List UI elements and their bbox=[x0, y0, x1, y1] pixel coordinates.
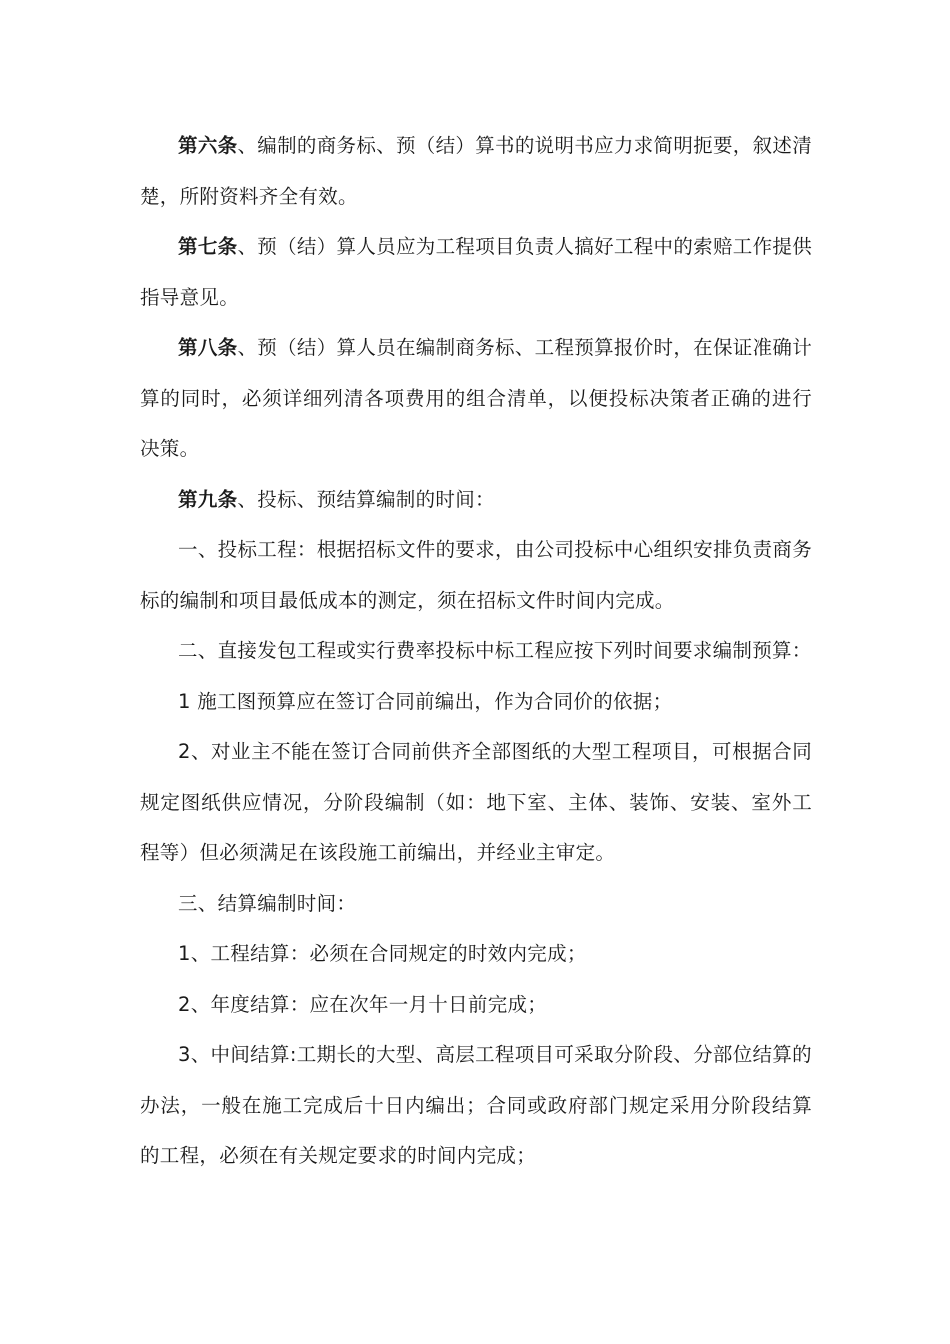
article-7-paragraph bbox=[140, 222, 812, 323]
paragraph-text: 3、中间结算:工期长的大型、高层工程项目可采取分阶段、分部位结算的办法，一般在施工完成后十日内编出；合同或政府部门规定采用分阶段结算的工程，必须在有关规定要求的时间内完成； bbox=[140, 1043, 812, 1167]
section-1-bidding bbox=[140, 525, 812, 626]
article-6-paragraph bbox=[140, 121, 812, 222]
item-3-3 bbox=[140, 1030, 812, 1182]
article-heading: 第九条 bbox=[178, 487, 238, 511]
paragraph-text: 1 施工图预算应在签订合同前编出，作为合同价的依据； bbox=[178, 689, 673, 713]
item-2-1 bbox=[140, 677, 812, 728]
paragraph-text: 、预（结）算人员在编制商务标、工程预算报价时，在保证准确计算的同时，必须详细列清各项费用的组合清单，以便投标决策者正确的进行决策。 bbox=[140, 336, 813, 460]
paragraph-text: 2、年度结算：应在次年一月十日前完成； bbox=[178, 992, 548, 1016]
item-2-2 bbox=[140, 727, 812, 879]
article-heading: 第七条 bbox=[178, 235, 238, 258]
paragraph-text: 一、投标工程：根据招标文件的要求，由公司投标中心组织安排负责商务标的编制和项目最低成本的测定，须在招标文件时间内完成。 bbox=[140, 538, 812, 612]
article-heading: 第八条 bbox=[178, 336, 238, 359]
paragraph-text: 2、对业主不能在签订合同前供齐全部图纸的大型工程项目，可根据合同规定图纸供应情况，分阶段编制（如：地下室、主体、装饰、安装、室外工程等）但必须满足在该段施工前编出，并经业主审定。 bbox=[140, 740, 812, 864]
article-9-paragraph bbox=[140, 475, 812, 526]
item-3-2 bbox=[140, 980, 812, 1031]
section-3-settlement bbox=[140, 879, 812, 930]
paragraph-text: 二、直接发包工程或实行费率投标中标工程应按下列时间要求编制预算： bbox=[178, 639, 812, 662]
section-2-budget bbox=[140, 626, 812, 677]
paragraph-text: 、投标、预结算编制的时间： bbox=[237, 487, 495, 511]
paragraph-text: 、编制的商务标、预（结）算书的说明书应力求简明扼要，叙述清楚，所附资料齐全有效。 bbox=[140, 134, 813, 208]
article-8-paragraph bbox=[140, 323, 812, 475]
item-3-1 bbox=[140, 929, 812, 980]
document-body bbox=[140, 121, 812, 1182]
paragraph-text: 三、结算编制时间： bbox=[178, 891, 357, 915]
paragraph-text: 、预（结）算人员应为工程项目负责人搞好工程中的索赔工作提供指导意见。 bbox=[140, 235, 813, 309]
article-heading: 第六条 bbox=[178, 134, 238, 157]
paragraph-text: 1、工程结算：必须在合同规定的时效内完成； bbox=[178, 942, 587, 965]
